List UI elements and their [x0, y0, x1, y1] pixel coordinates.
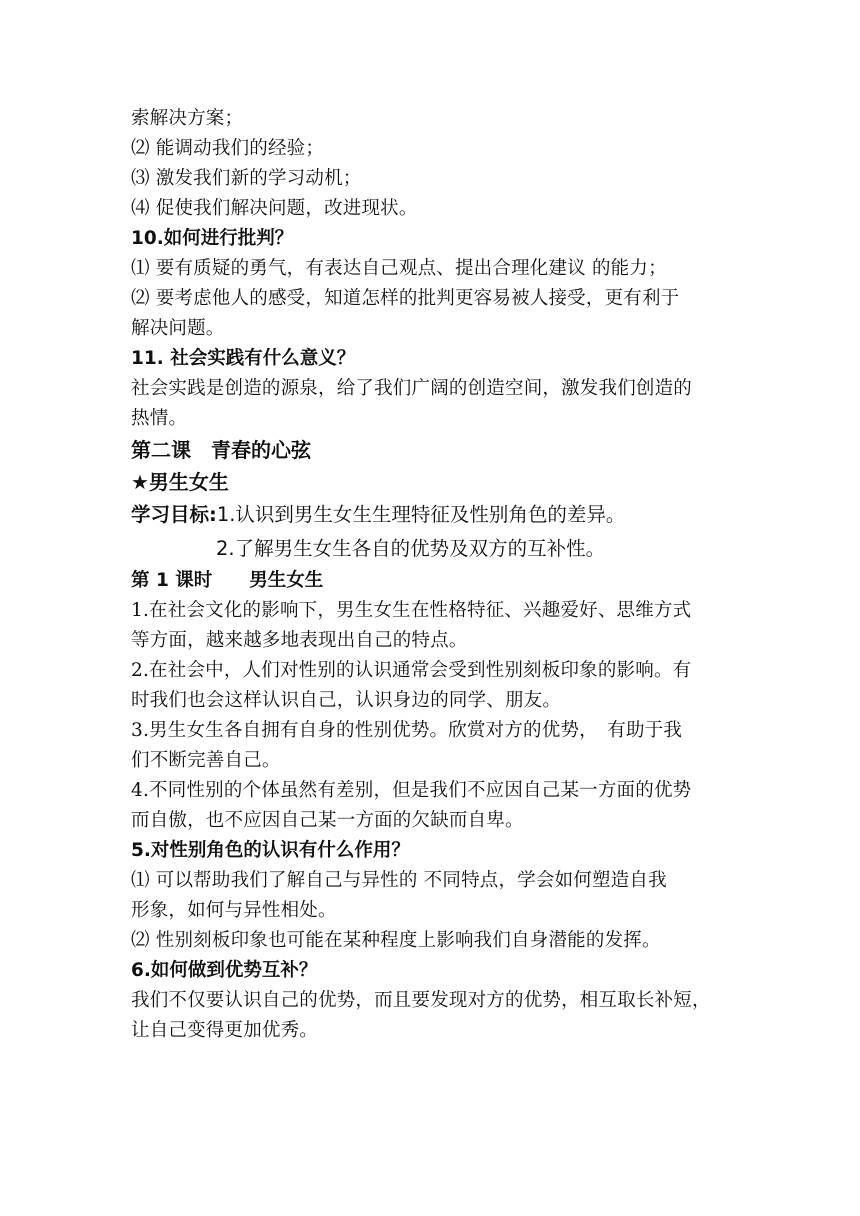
list-item: ⑷ 促使我们解决问题，改进现状。 [131, 198, 418, 219]
text-line: 热情。 [131, 408, 188, 429]
question-heading: 10.如何进行批判？ [131, 228, 294, 249]
document-page [131, 104, 731, 1046]
learning-goal-1 [131, 498, 731, 532]
period-heading: 第 1 课时 男生女生 [131, 570, 324, 591]
text-line: 3.男生女生各自拥有自身的性别优势。欣赏对方的优势， 有助于我 [131, 720, 683, 741]
text-line: 们不断完善自己。 [131, 750, 281, 771]
text-line: 1.在社会文化的影响下，男生女生在性格特征、兴趣爱好、思维方式 [131, 600, 692, 621]
question-heading: 11. 社会实践有什么意义？ [131, 348, 356, 369]
text-line: 等方面，越来越多地表现出自己的特点。 [131, 630, 468, 651]
text-line: 我们不仅要认识自己的优势，而且要发现对方的优势，相互取长补短， [131, 990, 711, 1011]
lesson-title: 第二课 青春的心弦 [131, 438, 311, 462]
text-line: 形象，如何与异性相处。 [131, 900, 337, 921]
text-line: 让自己变得更加优秀。 [131, 1020, 319, 1041]
text-line: 解决问题。 [131, 318, 225, 339]
text-line: 索解决方案； [131, 108, 244, 129]
text-line: 时我们也会这样认识自己，认识身边的同学、朋友。 [131, 690, 562, 711]
text-line: 社会实践是创造的源泉，给了我们广阔的创造空间，激发我们创造的 [131, 378, 693, 399]
list-item: ⑵ 要考虑他人的感受，知道怎样的批判更容易被人接受，更有利于 [131, 288, 680, 309]
question-heading: 6.如何做到优势互补？ [131, 960, 318, 981]
text-line: 4.不同性别的个体虽然有差别，但是我们不应因自己某一方面的优势 [131, 780, 692, 801]
text-line: 而自傲，也不应因自己某一方面的欠缺而自卑。 [131, 810, 524, 831]
section-title: ★男生女生 [131, 470, 229, 494]
question-heading: 5.对性别角色的认识有什么作用？ [131, 840, 410, 861]
list-item: ⑴ 要有质疑的勇气，有表达自己观点、提出合理化建议 的能力； [131, 258, 667, 279]
learning-goal-2: 2.了解男生女生各自的优势及双方的互补性。 [216, 537, 606, 560]
list-item: ⑶ 激发我们新的学习动机； [131, 168, 362, 189]
list-item: ⑵ 能调动我们的经验； [131, 138, 325, 159]
learning-goal-text: 1.认识到男生女生生理特征及性别角色的差异。 [216, 503, 626, 526]
learning-goal-label: 学习目标: [131, 503, 217, 526]
list-item: ⑵ 性别刻板印象也可能在某种程度上影响我们自身潜能的发挥。 [131, 930, 661, 951]
list-item: ⑴ 可以帮助我们了解自己与异性的 不同特点，学会如何塑造自我 [131, 870, 667, 891]
text-line: 2.在社会中，人们对性别的认识通常会受到性别刻板印象的影响。有 [131, 660, 692, 681]
